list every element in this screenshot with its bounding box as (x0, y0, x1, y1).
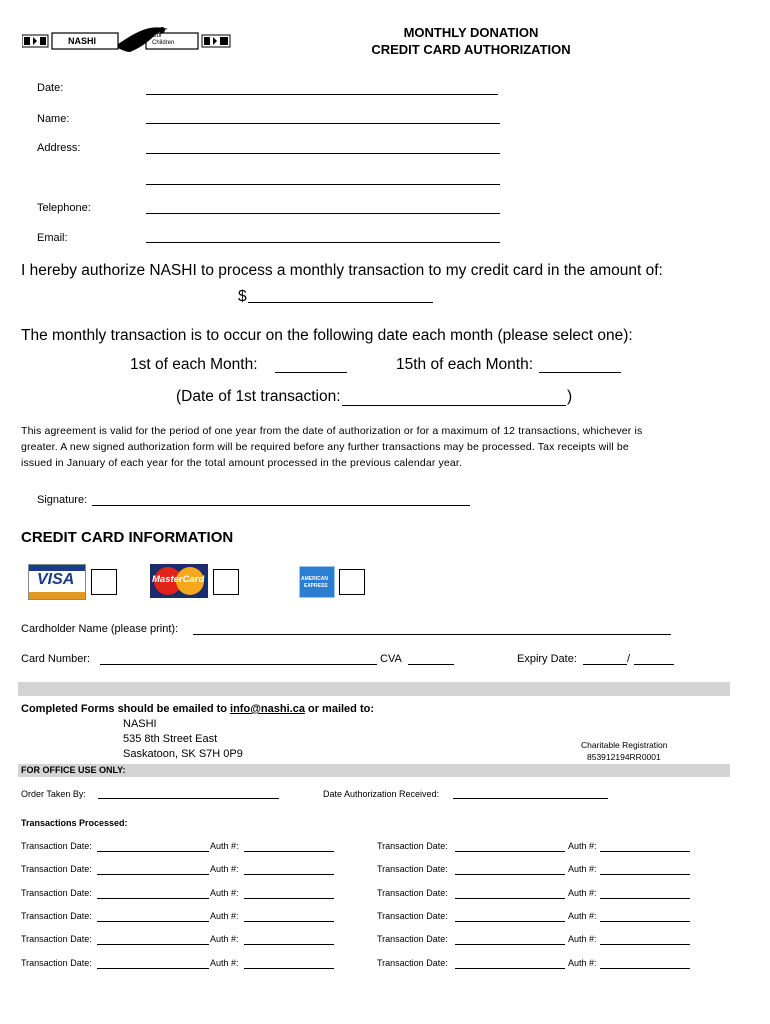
transaction-date-field-left[interactable] (97, 944, 209, 945)
auth-number-label: Auth #: (568, 934, 597, 944)
contact-email-link[interactable]: info@nashi.ca (230, 703, 305, 715)
visa-logo-icon (28, 564, 86, 600)
transaction-date-field-right[interactable] (455, 944, 565, 945)
transaction-date-label: Transaction Date: (377, 864, 448, 874)
section-divider (18, 682, 730, 696)
auth-number-field-right[interactable] (600, 851, 690, 852)
agreement-line-3: issued in January of each year for the total amount processed in the previous calendar year. (21, 457, 463, 469)
first-transaction-label: (Date of 1st transaction: (176, 388, 341, 405)
auth-number-label: Auth #: (568, 864, 597, 874)
transaction-date-label: Transaction Date: (21, 888, 92, 898)
mailing-intro (21, 703, 374, 715)
transaction-date-label: Transaction Date: (377, 911, 448, 921)
visa-checkbox[interactable] (91, 569, 117, 595)
office-use-bar (18, 764, 730, 777)
transaction-date-field-right[interactable] (455, 921, 565, 922)
charity-label: Charitable Registration (581, 740, 668, 750)
auth-number-label: Auth #: (210, 958, 239, 968)
transaction-date-label: Transaction Date: (21, 958, 92, 968)
name-field[interactable] (146, 123, 500, 124)
mailing-intro-post: or mailed to: (304, 703, 374, 715)
expiry-year-field[interactable] (634, 664, 674, 665)
agreement-line-1: This agreement is valid for the period of one year from the date of authorization or for a maximum of 12 transactions, whichever is (21, 425, 643, 437)
credit-card-heading: CREDIT CARD INFORMATION (21, 529, 234, 546)
date-received-field[interactable] (453, 798, 608, 799)
date-received-label: Date Authorization Received: (323, 789, 440, 799)
mailing-city: Saskatoon, SK S7H 0P9 (123, 748, 243, 760)
transaction-date-label: Transaction Date: (377, 888, 448, 898)
agreement-line-2: greater. A new signed authorization form will be required before any further transactions may be processed. Tax receipts will be (21, 441, 629, 453)
name-label: Name: (37, 113, 70, 125)
auth-number-field-right[interactable] (600, 968, 690, 969)
transaction-date-field-left[interactable] (97, 968, 209, 969)
date-statement: The monthly transaction is to occur on the following date each month (please select one): (21, 327, 633, 344)
mailing-street: 535 8th Street East (123, 733, 218, 745)
amount-field[interactable] (248, 302, 433, 303)
first-transaction-field[interactable] (342, 405, 566, 406)
option-15th-label: 15th of each Month: (396, 356, 534, 373)
auth-number-field-left[interactable] (244, 898, 334, 899)
auth-number-field-left[interactable] (244, 851, 334, 852)
charity-number: 853912194RR0001 (587, 752, 661, 762)
auth-number-label: Auth #: (568, 888, 597, 898)
order-taken-label: Order Taken By: (21, 789, 86, 799)
auth-number-label: Auth #: (210, 841, 239, 851)
amex-text-2: EXPRESS (304, 583, 328, 589)
cva-label: CVA (380, 653, 402, 665)
logo-text: NASHI (68, 36, 97, 46)
auth-number-field-right[interactable] (600, 874, 690, 875)
transactions-heading: Transactions Processed: (21, 818, 128, 828)
auth-number-label: Auth #: (568, 841, 597, 851)
auth-number-label: Auth #: (568, 911, 597, 921)
option-1st-field[interactable] (275, 372, 347, 373)
cva-field[interactable] (408, 664, 454, 665)
amex-logo-icon (299, 566, 335, 598)
auth-number-label: Auth #: (210, 911, 239, 921)
signature-field[interactable] (92, 505, 470, 506)
expiry-label: Expiry Date: (517, 653, 577, 665)
card-number-field[interactable] (100, 664, 377, 665)
transaction-date-label: Transaction Date: (21, 864, 92, 874)
mastercard-checkbox[interactable] (213, 569, 239, 595)
email-label: Email: (37, 232, 68, 244)
transaction-date-field-right[interactable] (455, 968, 565, 969)
visa-text: VISA (37, 571, 75, 588)
signature-label: Signature: (37, 494, 88, 506)
option-15th-field[interactable] (539, 372, 621, 373)
auth-number-field-left[interactable] (244, 968, 334, 969)
order-taken-field[interactable] (98, 798, 279, 799)
auth-number-field-left[interactable] (244, 944, 334, 945)
mastercard-logo-icon (150, 564, 208, 598)
option-1st-label: 1st of each Month: (130, 356, 258, 373)
transaction-date-field-right[interactable] (455, 898, 565, 899)
transaction-date-label: Transaction Date: (377, 958, 448, 968)
auth-number-field-left[interactable] (244, 874, 334, 875)
mastercard-text: MasterCard (152, 574, 205, 585)
transaction-date-field-left[interactable] (97, 921, 209, 922)
authorization-statement: I hereby authorize NASHI to process a monthly transaction to my credit card in the amount of: (21, 262, 663, 279)
card-number-label: Card Number: (21, 653, 91, 665)
email-field[interactable] (146, 242, 500, 243)
cardholder-field[interactable] (193, 634, 671, 635)
telephone-label: Telephone: (37, 202, 91, 214)
transaction-date-field-left[interactable] (97, 898, 209, 899)
nashi-bird-logo-icon (22, 22, 232, 56)
expiry-month-field[interactable] (583, 664, 627, 665)
form-title-line1: MONTHLY DONATION (403, 25, 539, 40)
auth-number-field-right[interactable] (600, 898, 690, 899)
auth-number-field-left[interactable] (244, 921, 334, 922)
logo-tagline-2: Children (152, 40, 175, 46)
expiry-separator: / (627, 653, 631, 665)
date-field[interactable] (146, 94, 498, 95)
transaction-date-field-right[interactable] (455, 874, 565, 875)
auth-number-field-right[interactable] (600, 944, 690, 945)
currency-symbol: $ (238, 288, 247, 305)
date-label: Date: (37, 82, 64, 94)
auth-number-field-right[interactable] (600, 921, 690, 922)
amex-checkbox[interactable] (339, 569, 365, 595)
auth-number-label: Auth #: (210, 888, 239, 898)
transaction-date-label: Transaction Date: (21, 934, 92, 944)
first-transaction-close: ) (567, 388, 573, 405)
mailing-org: NASHI (123, 718, 157, 730)
address-field-1[interactable] (146, 153, 500, 154)
mailing-intro-pre: Completed Forms should be emailed to (21, 703, 231, 715)
form-title-line2: CREDIT CARD AUTHORIZATION (371, 42, 571, 57)
amex-text-1: AMERICAN (301, 576, 328, 582)
transaction-date-label: Transaction Date: (21, 841, 92, 851)
telephone-field[interactable] (146, 213, 500, 214)
cardholder-label: Cardholder Name (please print): (21, 623, 179, 635)
address-label: Address: (37, 142, 81, 154)
transaction-date-field-left[interactable] (97, 851, 209, 852)
auth-number-label: Auth #: (210, 864, 239, 874)
transaction-date-label: Transaction Date: (377, 934, 448, 944)
auth-number-label: Auth #: (568, 958, 597, 968)
transaction-date-field-left[interactable] (97, 874, 209, 875)
address-field-2[interactable] (146, 184, 500, 185)
auth-number-label: Auth #: (210, 934, 239, 944)
office-use-heading: FOR OFFICE USE ONLY: (21, 765, 126, 775)
nashi-logo (22, 22, 232, 56)
transaction-date-label: Transaction Date: (377, 841, 448, 851)
transaction-date-label: Transaction Date: (21, 911, 92, 921)
logo-tagline-1: Our (152, 33, 163, 39)
transaction-date-field-right[interactable] (455, 851, 565, 852)
